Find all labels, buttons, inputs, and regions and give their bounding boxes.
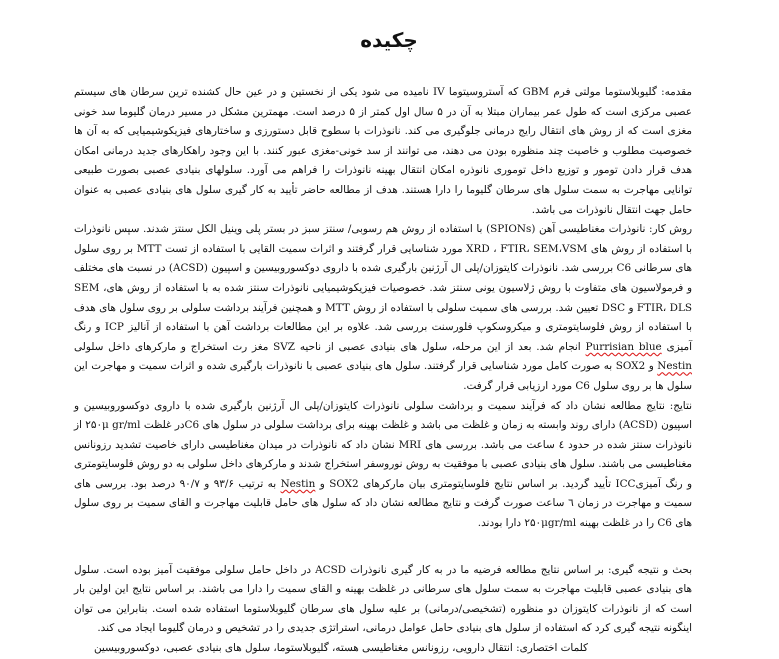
conclusion-label: بحث و نتیجه گیری: — [607, 563, 693, 576]
results-text-b: به ترتیب ۹۳/۶ و ۹۰/۷ درصد بود. بررسی های سمیت و مهاجرت در زمان ٦ ساعت صورت گرفت و نتایج مطالعه نشان داد که سلول های حامل قابلیت مهاجرت و القای سمیت بر روی سلول های C6 را در غلظت بهینه ۲۵۰μgr/ml دارا بودند. — [74, 477, 692, 530]
keywords-text: انتقال دارویی، رزونانس مغناطیسی هسته، گلیوبلاستوما، سلول های بنیادی عصبی، دوکسوروبیسین — [93, 642, 517, 655]
conclusion-paragraph — [74, 561, 704, 639]
methods-label: روش کار: — [649, 223, 692, 236]
methods-paragraph — [74, 220, 704, 396]
methods-text-a: نانوذرات مغناطیسی آهن (SPIONs) با استفاده از روش هم رسوبی/ سنتز سبز در بستر پلی وینیل الکل سنتز شدند. سپس نانوذرات با استفاده از روش های XRD ، FTIR، SEM،VSM مورد شناسایی قرار گرفتند و اثرات سمیت القایی با استفاده از تست MTT بر روی سلول های سرطانی C6 بررسی شد. نانوذرات کایتوزان/پلی ال آرژنین بارگیری شده با داروی دوکسوروبیسین و اسپیون (ACSD) در نسبت های مختلف و فرمولاسیون های متفاوت با روش ژلاسیون یونی سنتز شد. خصوصیات فیزیکوشیمیایی نانوذرات سنتز شده به با استفاده از روش هایSEM ، FTIR، DLS و DSC تعیین شد. بررسی های سمیت سلولی با استفاده از روش MTT و همچنین فرآیند برداشت سلولی بر روی سلول های هدف با استفاده از روش فلوسایتومتری و میکروسکوپ فلورسنت بررسی شد. علاوه بر این مطالعات برداشت آهن با استفاده از آنالیز ICP و رنگ آمیزی — [74, 223, 693, 353]
keywords-label: کلمات اختصاری: — [516, 642, 588, 655]
intro-paragraph — [74, 83, 704, 220]
nestin-term: Nestin — [657, 360, 692, 373]
intro-text: گلیوبلاستوما مولتی فرم GBM که آستروسیتوما IV نامیده می شود یکی از نخستین و در عین حال کشنده ترین سرطان های سیستم عصبی مرکزی است که طول عمر بیماران مبتلا به آن در ۵ سال اول کمتر از ۵ درصد است. مهمترین مشکل در مسیر درمان گلیوما سد خونی مغزی است که از روش های انتقال رایج درمانی جلوگیری می کند. نانوذرات با سطوح قابل دستورزی و ساختارهای فیزیکوشیمیایی که به آن ها خصوصیت مطلوب و خاصیت چند منظوره بودن می دهند، می توانند از سد خونی-مغزی عبور کنند. با این وجود راهکارهای جدید درمانی امکان هدف قرار دادن تومور و توزیع داخل توموری نانوذره امکان انتقال بهینه نانوذرات را فراهم می آورد. سلولهای بنیادی عصبی بصورت طبیعی توانایی مهاجرت به سمت سلول های سرطان گلیوما را دارا هستند. هدف از مطالعه حاضر تأیید به کار گیری سلول های بنیادی عصبی به عنوان حامل جهت انتقال نانوذرات می باشد. — [74, 86, 692, 216]
methods-text-b: انجام شد. بعد از این مرحله، سلول های بنیادی عصبی از ناحیه SVZ مغز رت استخراج و مارکرهای داخل سلولی — [74, 340, 586, 353]
intro-label: مقدمه: — [661, 86, 692, 98]
conclusion-text: بر اساس نتایج مطالعه فرضیه ما در به کار گیری نانوذرات ACSD در داخل حامل سلولی موفقیت آمیز بوده است. سلول های بنیادی عصبی قابلیت مهاجرت به سمت سلول های سرطانی در غلظت بهینه و القای سمیت را دارا می باشند. بر اساس نتایج این اولین بار است که از نانوذرات کایتوزان دو منظوره (تشخیصی/درمانی) بر علیه سلول های سرطان گلیوبلاستوما استفاده شده است. بنابراین می توان اینگونه نتیجه گیری کرد که استفاده از سلول های بنیادی حامل عوامل درمانی، استراتژی جدیدی را در تشخیص و درمان گلیوما ایجاد می کند. — [74, 563, 692, 635]
keywords-line — [74, 639, 704, 659]
page-title: چکیده — [360, 28, 418, 52]
purrisian-blue-term: Purrisian blue — [585, 340, 662, 353]
nestin-term-results: Nestin — [280, 477, 316, 490]
abstract-body — [74, 83, 704, 659]
results-text-a: نتایج مطالعه نشان داد که فرآیند سمیت و برداشت سلولی نانوذرات کایتوزان/پلی ال آرژنین بارگیری شده با داروی دوکسوروبیسین و اسپیون (ACSD) دارای روند وابسته به زمان و غلظت می باشد و غلظت بهینه برای برداشت سلولی در سلول های C6در غلظت ۲۵۰μ gr/ml از نانوذرات سنتز شده در حدود ٤ ساعت می باشد. بررسی های MRI نشان داد که نانوذرات در میدان مغناطیسی دارای خاصیت تشدید رزونانس مغناطیسی می باشند. سلول های بنیادی عصبی با موفقیت به روش نوروسفر استخراج شدند و مارکرهای داخل سلولی به دو روش فلوسایتومتری و رنگ آمیزیICC تأیید گردید. بر اساس نتایج فلوسایتومتری بیان مارکرهای SOX2 و — [74, 399, 693, 490]
results-label: نتایج: — [669, 399, 692, 412]
methods-text-c: و SOX2 به صورت کامل مورد شناسایی قرار گرفتند. سلول های بنیادی عصبی با نانوذرات بارگیری شده و اثرات سمیت و مهاجرت این سلول ها بر روی سلول C6 مورد ارزیابی قرار گرفت. — [74, 360, 692, 392]
results-paragraph — [74, 397, 704, 534]
